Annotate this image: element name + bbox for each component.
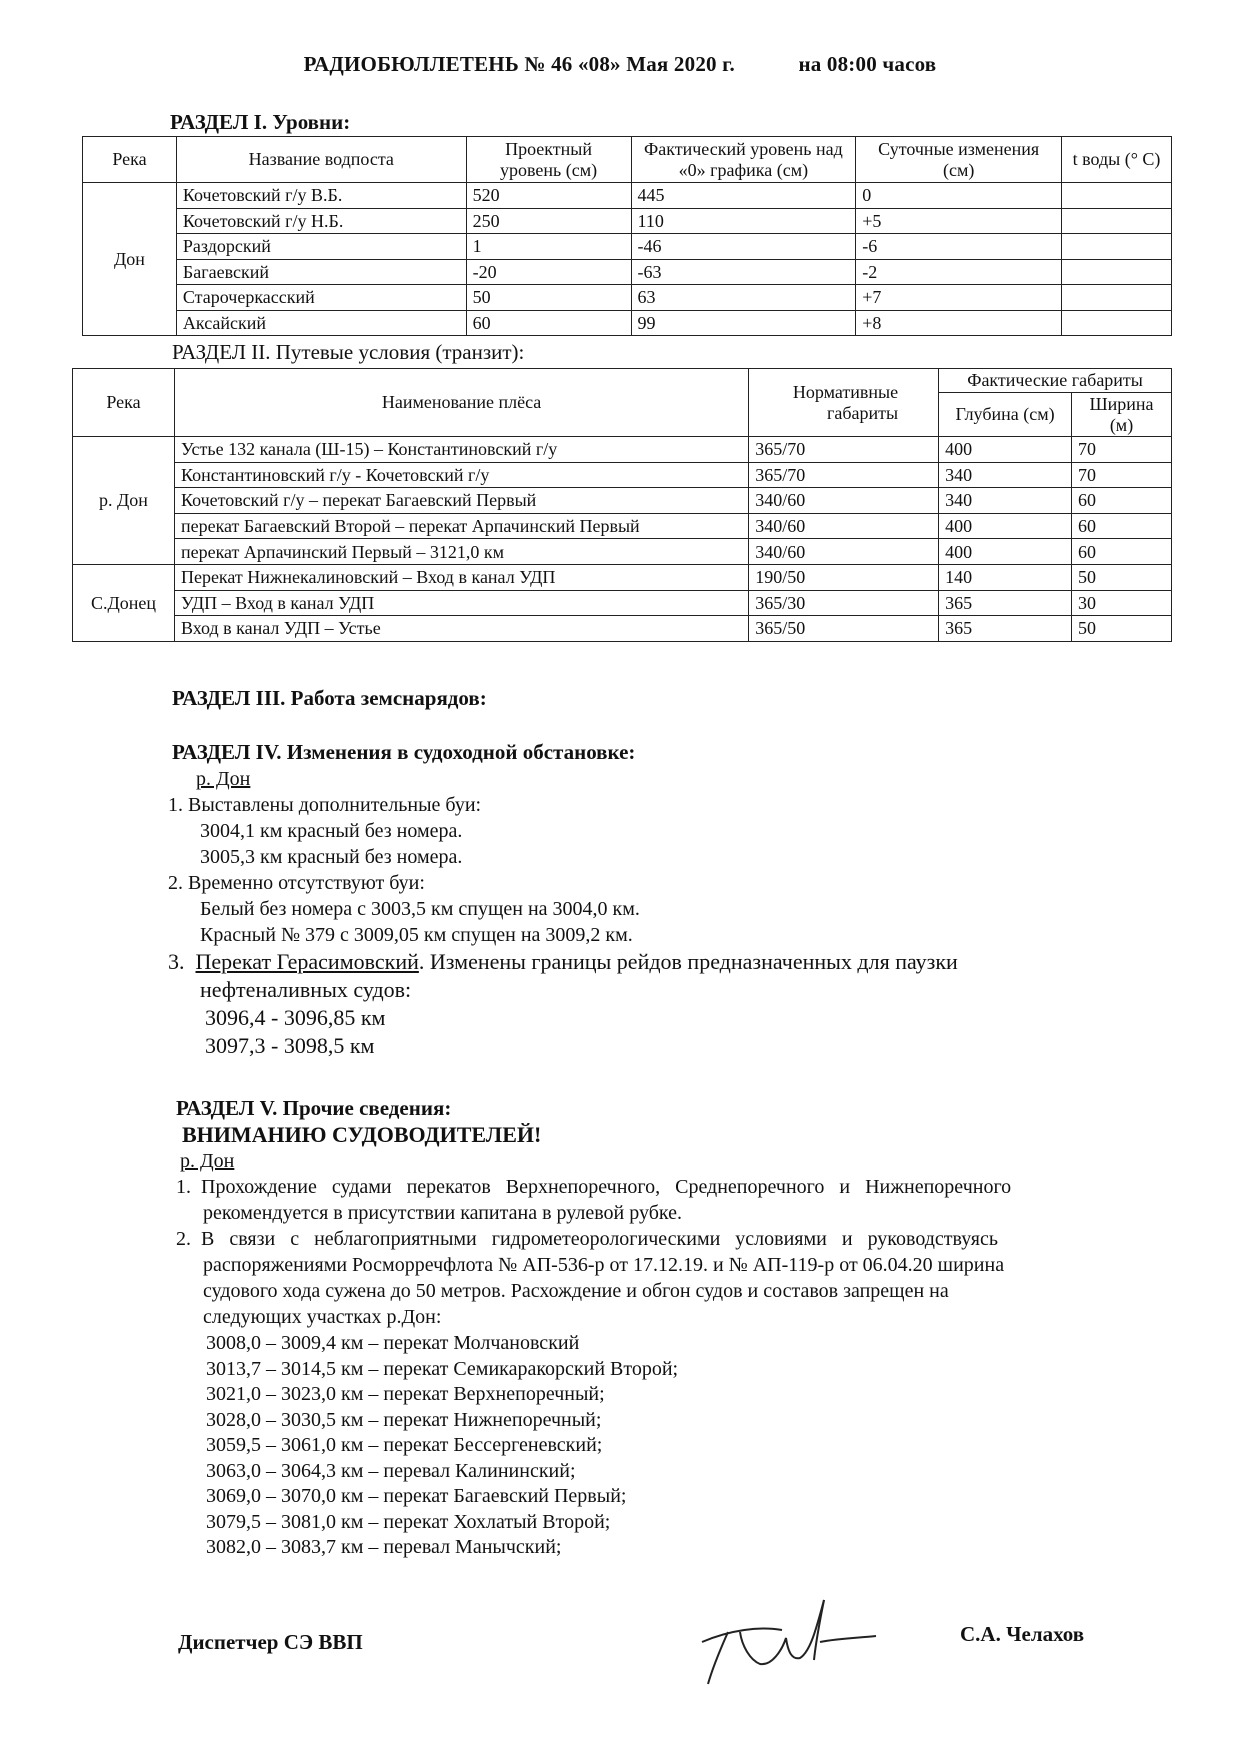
change-cell: +8 bbox=[856, 310, 1062, 336]
bulletin-time: на 08:00 часов bbox=[798, 52, 937, 76]
width-cell: 50 bbox=[1072, 616, 1172, 642]
section4-title: РАЗДЕЛ IV. Изменения в судоходной обстановке: bbox=[172, 740, 636, 764]
signature-image bbox=[690, 1580, 880, 1690]
section5-item1-line2: рекомендуется в присутствии капитана в рулевой рубке. bbox=[203, 1202, 682, 1224]
width-cell: 70 bbox=[1072, 462, 1172, 488]
temp-cell bbox=[1062, 310, 1172, 336]
normative-cell: 340/60 bbox=[749, 539, 939, 565]
list-item: 3096,4 - 3096,85 км bbox=[205, 1005, 386, 1030]
section4-item1: 1. Выставлены дополнительные буи: bbox=[168, 794, 482, 816]
restricted-segments-list bbox=[206, 1331, 678, 1561]
design-cell: -20 bbox=[466, 259, 631, 285]
change-cell: 0 bbox=[856, 183, 1062, 209]
section5-river: р. Дон bbox=[180, 1150, 235, 1172]
reach-cell: Перекат Нижнекалиновский – Вход в канал УДП bbox=[174, 564, 748, 590]
depth-cell: 340 bbox=[939, 462, 1072, 488]
depth-cell: 365 bbox=[939, 616, 1072, 642]
col-post: Название водпоста bbox=[176, 137, 466, 183]
post-cell: Старочеркасский bbox=[176, 285, 466, 311]
list-item: 3097,3 - 3098,5 км bbox=[205, 1033, 375, 1058]
list-item: 3008,0 – 3009,4 км – перекат Молчановский bbox=[206, 1332, 580, 1354]
post-cell: Раздорский bbox=[176, 234, 466, 260]
list-item: 3013,7 – 3014,5 км – перекат Семикаракорский Второй; bbox=[206, 1357, 679, 1380]
section5-title: РАЗДЕЛ V. Прочие сведения: bbox=[176, 1096, 452, 1120]
width-cell: 60 bbox=[1072, 539, 1172, 565]
temp-cell bbox=[1062, 234, 1172, 260]
levels-header-row bbox=[83, 137, 1172, 183]
table-row bbox=[73, 513, 1172, 539]
normative-cell: 340/60 bbox=[749, 488, 939, 514]
width-cell: 60 bbox=[1072, 488, 1172, 514]
normative-cell: 365/50 bbox=[749, 616, 939, 642]
normative-cell: 365/70 bbox=[749, 437, 939, 463]
list-item: Красный № 379 с 3009,05 км спущен на 3009,2 км. bbox=[200, 924, 633, 946]
list-item: 3021,0 – 3023,0 км – перекат Верхнепоречный; bbox=[206, 1383, 605, 1405]
table-row bbox=[83, 285, 1172, 311]
table-row bbox=[73, 616, 1172, 642]
table-row bbox=[83, 259, 1172, 285]
normative-cell: 190/50 bbox=[749, 564, 939, 590]
section4-item3 bbox=[168, 948, 958, 976]
dispatcher-name: С.А. Челахов bbox=[960, 1622, 1085, 1646]
actual-cell: 445 bbox=[631, 183, 856, 209]
table-row bbox=[73, 539, 1172, 565]
section4-item2: 2. Временно отсутствуют буи: bbox=[168, 872, 425, 894]
post-cell: Кочетовский г/у Н.Б. bbox=[176, 208, 466, 234]
river-cell: р. Дон bbox=[73, 437, 175, 565]
normative-cell: 365/70 bbox=[749, 462, 939, 488]
list-item: Белый без номера с 3003,5 км спущен на 3004,0 км. bbox=[200, 898, 640, 920]
design-cell: 520 bbox=[466, 183, 631, 209]
temp-cell bbox=[1062, 259, 1172, 285]
section4-river: р. Дон bbox=[196, 768, 251, 790]
list-item: 3028,0 – 3030,5 км – перекат Нижнепоречный; bbox=[206, 1408, 602, 1431]
table-row bbox=[73, 462, 1172, 488]
dispatcher-title: Диспетчер СЭ ВВП bbox=[178, 1630, 363, 1654]
width-cell: 70 bbox=[1072, 437, 1172, 463]
temp-cell bbox=[1062, 183, 1172, 209]
depth-cell: 140 bbox=[939, 564, 1072, 590]
change-cell: +5 bbox=[856, 208, 1062, 234]
levels-table bbox=[82, 136, 1172, 336]
list-item: 3079,5 – 3081,0 км – перекат Хохлатый Второй; bbox=[206, 1510, 611, 1533]
section5-item1-line1: 1. Прохождение судами перекатов Верхнепоречного, Среднепоречного и Нижнепоречного bbox=[176, 1176, 1012, 1198]
normative-cell: 340/60 bbox=[749, 513, 939, 539]
section2-title: РАЗДЕЛ II. Путевые условия (транзит): bbox=[172, 340, 525, 364]
actual-cell: 110 bbox=[631, 208, 856, 234]
list-item: 3063,0 – 3064,3 км – перевал Калининский; bbox=[206, 1459, 576, 1482]
reach-cell: Константиновский г/у - Кочетовский г/у bbox=[174, 462, 748, 488]
table-row bbox=[83, 310, 1172, 336]
reach-cell: Кочетовский г/у – перекат Багаевский Первый bbox=[174, 488, 748, 514]
change-cell: -2 bbox=[856, 259, 1062, 285]
list-item: 3082,0 – 3083,7 км – перевал Манычский; bbox=[206, 1536, 562, 1558]
list-item: 3059,5 – 3061,0 км – перекат Бессергеневский; bbox=[206, 1434, 603, 1456]
col-water-temp: t воды (° С) bbox=[1062, 137, 1172, 183]
depth-cell: 340 bbox=[939, 488, 1072, 514]
section3-title: РАЗДЕЛ III. Работа земснарядов: bbox=[172, 686, 487, 710]
section5-item2-line4: следующих участках р.Дон: bbox=[203, 1306, 442, 1328]
table-row bbox=[73, 437, 1172, 463]
change-cell: +7 bbox=[856, 285, 1062, 311]
bulletin-title-text: РАДИОБЮЛЛЕТЕНЬ № 46 «08» Мая 2020 г. bbox=[303, 52, 735, 76]
table-row bbox=[73, 488, 1172, 514]
width-cell: 50 bbox=[1072, 564, 1172, 590]
change-cell: -6 bbox=[856, 234, 1062, 260]
actual-cell: -63 bbox=[631, 259, 856, 285]
reach-cell: Устье 132 канала (Ш-15) – Константиновский г/у bbox=[174, 437, 748, 463]
width-cell: 60 bbox=[1072, 513, 1172, 539]
item3-reach-name: Перекат Герасимовский bbox=[195, 949, 419, 974]
design-cell: 250 bbox=[466, 208, 631, 234]
item3-text-cont: нефтеналивных судов: bbox=[200, 977, 412, 1002]
actual-cell: 99 bbox=[631, 310, 856, 336]
attention-heading: ВНИМАНИЮ СУДОВОДИТЕЛЕЙ! bbox=[182, 1122, 542, 1147]
post-cell: Аксайский bbox=[176, 310, 466, 336]
reach-cell: УДП – Вход в канал УДП bbox=[174, 590, 748, 616]
col-daily-change: Суточные изменения (см) bbox=[856, 137, 1062, 183]
table-row bbox=[73, 590, 1172, 616]
table-row bbox=[83, 208, 1172, 234]
depth-cell: 400 bbox=[939, 539, 1072, 565]
temp-cell bbox=[1062, 208, 1172, 234]
actual-cell: 63 bbox=[631, 285, 856, 311]
depth-cell: 400 bbox=[939, 513, 1072, 539]
col-design-level: Проектный уровень (см) bbox=[466, 137, 631, 183]
col-normative: Нормативные габариты bbox=[749, 369, 939, 437]
col-actual-level: Фактический уровень над «0» графика (см) bbox=[631, 137, 856, 183]
col-river: Река bbox=[73, 369, 175, 437]
section5-item2-line1: 2. В связи с неблагоприятными гидрометеорологическими условиями и руководствуясь bbox=[176, 1228, 998, 1250]
col-width: Ширина (м) bbox=[1072, 393, 1172, 437]
section5-item2-line2: распоряжениями Росморречфлота № АП-536-р от 17.12.19. и № АП-119-р от 06.04.20 ширина bbox=[203, 1254, 1005, 1276]
table-row bbox=[83, 234, 1172, 260]
list-item: 3004,1 км красный без номера. bbox=[200, 820, 463, 842]
design-cell: 1 bbox=[466, 234, 631, 260]
width-cell: 30 bbox=[1072, 590, 1172, 616]
table-row bbox=[83, 183, 1172, 209]
item3-text: . Изменены границы рейдов предназначенных для паузки bbox=[418, 949, 958, 974]
post-cell: Багаевский bbox=[176, 259, 466, 285]
post-cell: Кочетовский г/у В.Б. bbox=[176, 183, 466, 209]
route-conditions-table bbox=[72, 368, 1172, 642]
col-actual-group: Фактические габариты bbox=[939, 369, 1172, 393]
list-item: 3069,0 – 3070,0 км – перекат Багаевский Первый; bbox=[206, 1485, 627, 1507]
river-cell: С.Донец bbox=[73, 564, 175, 641]
actual-cell: -46 bbox=[631, 234, 856, 260]
river-cell: Дон bbox=[83, 183, 177, 336]
design-cell: 60 bbox=[466, 310, 631, 336]
list-item: 3005,3 км красный без номера. bbox=[200, 846, 463, 868]
reach-cell: Вход в канал УДП – Устье bbox=[174, 616, 748, 642]
item3-number: 3. bbox=[168, 949, 185, 974]
design-cell: 50 bbox=[466, 285, 631, 311]
col-depth: Глубина (см) bbox=[939, 393, 1072, 437]
reach-cell: перекат Багаевский Второй – перекат Арпачинский Первый bbox=[174, 513, 748, 539]
section5-item2-line3: судового хода сужена до 50 метров. Расхождение и обгон судов и составов запрещен на bbox=[203, 1280, 949, 1302]
temp-cell bbox=[1062, 285, 1172, 311]
col-river: Река bbox=[83, 137, 177, 183]
bulletin-title bbox=[0, 52, 1240, 77]
normative-cell: 365/30 bbox=[749, 590, 939, 616]
depth-cell: 400 bbox=[939, 437, 1072, 463]
table-row bbox=[73, 564, 1172, 590]
route-header-row bbox=[73, 369, 1172, 393]
reach-cell: перекат Арпачинский Первый – 3121,0 км bbox=[174, 539, 748, 565]
section1-title: РАЗДЕЛ I. Уровни: bbox=[170, 110, 351, 134]
col-reach: Наименование плёса bbox=[174, 369, 748, 437]
depth-cell: 365 bbox=[939, 590, 1072, 616]
